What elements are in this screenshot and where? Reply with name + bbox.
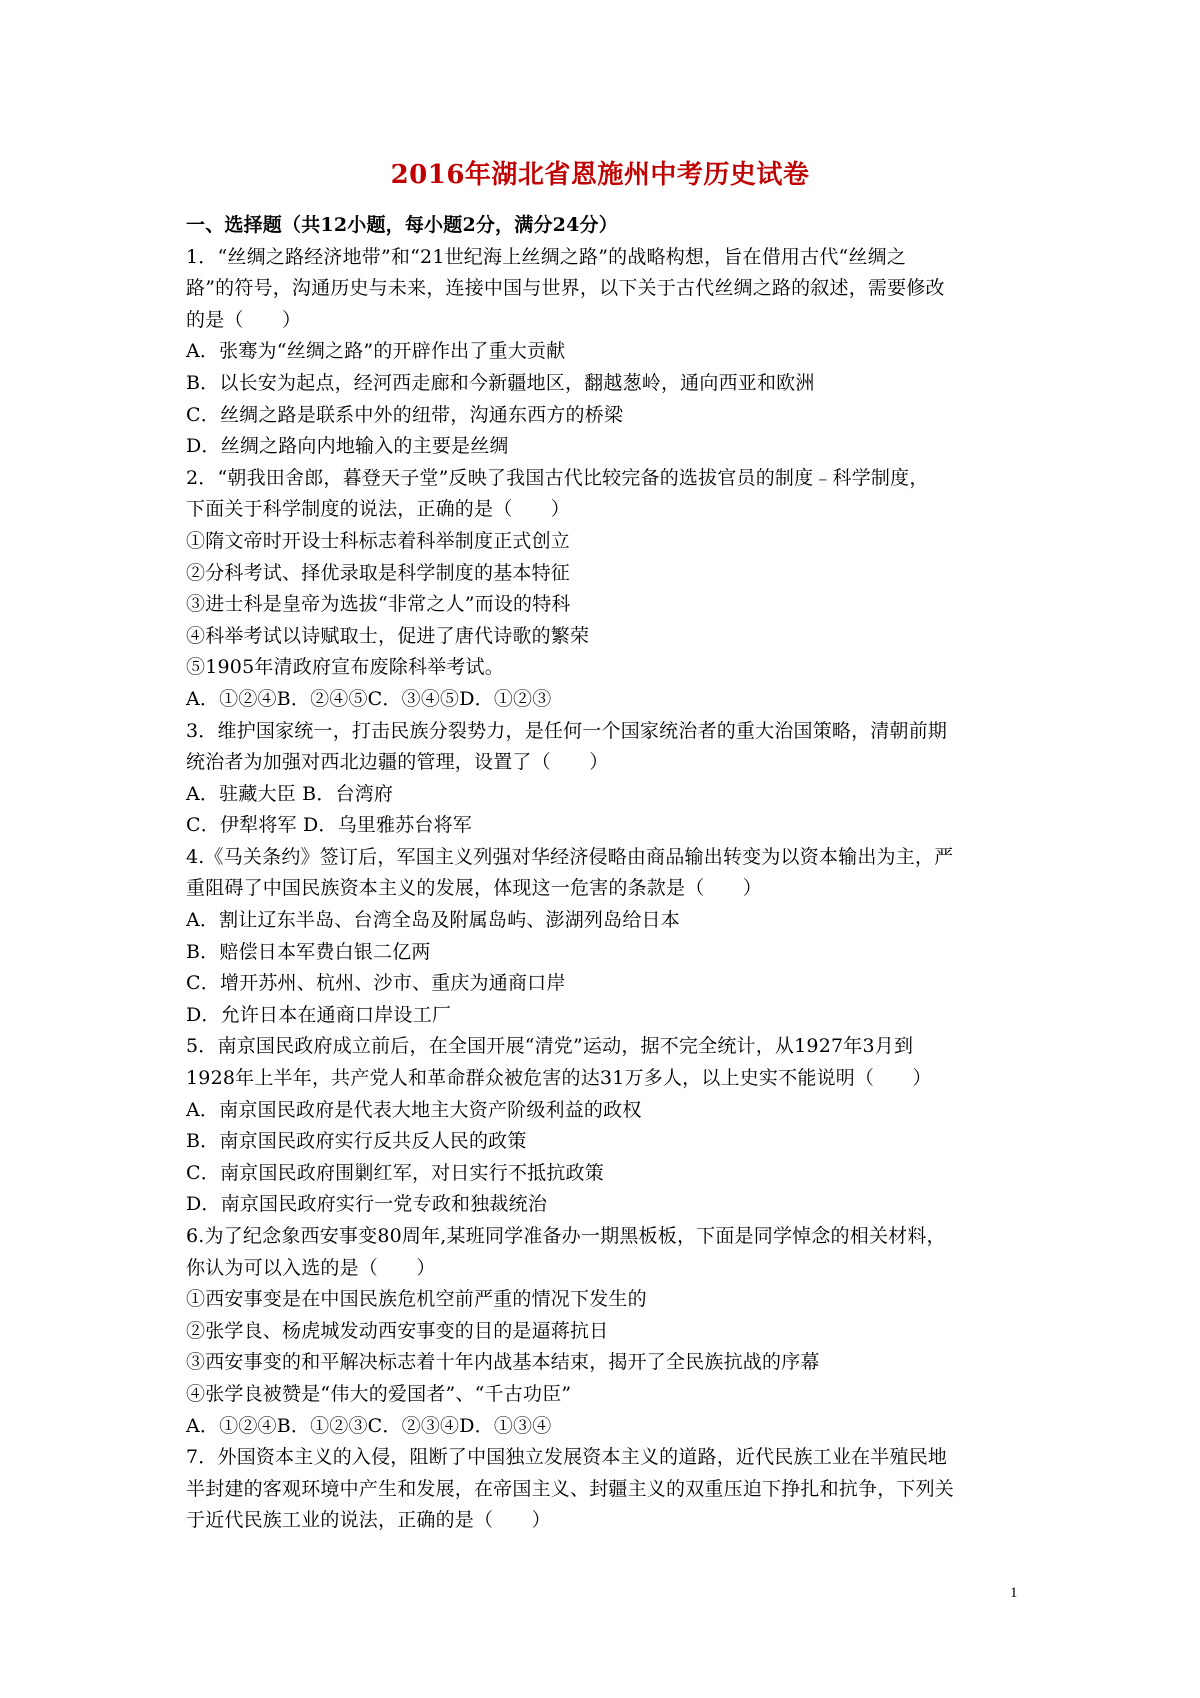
- text-line: ②分科考试、择优录取是科学制度的基本特征: [186, 561, 571, 584]
- text-line: ②张学良、杨虎城发动西安事变的目的是逼蒋抗日: [186, 1319, 609, 1342]
- section-heading: 一、选择题（共12小题，每小题2分，满分24分）: [186, 214, 618, 236]
- page-title: 2016年湖北省恩施州中考历史试卷: [390, 160, 810, 190]
- text-line: 下面关于科学制度的说法，正确的是（ ）: [186, 498, 571, 521]
- text-line: 2．“朝我田舍郎，暮登天子堂”反映了我国古代比较完备的选拔官员的制度﹣科学制度，: [186, 466, 929, 489]
- text-line: 3．维护国家统一，打击民族分裂势力，是任何一个国家统治者的重大治国策略，清朝前期: [186, 719, 948, 742]
- text-line: A．南京国民政府是代表大地主大资产阶级利益的政权: [186, 1098, 642, 1121]
- text-line: A．割让辽东半岛、台湾全岛及附属岛屿、澎湖列岛给日本: [186, 909, 680, 932]
- text-line: C．伊犁将军 D．乌里雅苏台将军: [186, 814, 473, 837]
- text-line: C．丝绸之路是联系中外的纽带，沟通东西方的桥梁: [186, 403, 624, 426]
- text-line: D．南京国民政府实行一党专政和独裁统治: [186, 1193, 548, 1216]
- text-line: 路”的符号，沟通历史与未来，连接中国与世界，以下关于古代丝绸之路的叙述，需要修改: [186, 277, 945, 300]
- text-line: 7．外国资本主义的入侵，阻断了中国独立发展资本主义的道路，近代民族工业在半殖民地: [186, 1446, 948, 1469]
- text-line: ③进士科是皇帝为选拔“非常之人”而设的特科: [186, 593, 571, 616]
- text-line: 1928年上半年，共产党人和革命群众被危害的达31万多人，以上史实不能说明（ ）: [186, 1067, 932, 1090]
- text-line: 的是（ ）: [186, 308, 302, 331]
- text-line: ④科举考试以诗赋取士，促进了唐代诗歌的繁荣: [186, 624, 590, 647]
- exam-content: [186, 210, 1026, 1537]
- text-line: A．①②④B．①②③C．②③④D．①③④: [186, 1414, 552, 1437]
- text-line: 你认为可以入选的是（ ）: [186, 1256, 436, 1279]
- text-line: ④张学良被赞是“伟大的爱国者”、“千古功臣”: [186, 1382, 572, 1405]
- page-number: 1: [1010, 1585, 1018, 1601]
- text-line: C．增开苏州、杭州、沙市、重庆为通商口岸: [186, 972, 566, 995]
- text-line: ⑤1905年清政府宣布废除科举考试。: [186, 656, 504, 679]
- text-line: 5．南京国民政府成立前后，在全国开展“清党”运动，据不完全统计，从1927年3月到: [186, 1035, 914, 1058]
- text-line: 半封建的客观环境中产生和发展，在帝国主义、封疆主义的双重压迫下挣扎和抗争，下列关: [186, 1477, 955, 1500]
- text-line: A．张骞为“丝绸之路”的开辟作出了重大贡献: [186, 340, 566, 363]
- text-line: ③西安事变的和平解决标志着十年内战基本结束，揭开了全民族抗战的序幕: [186, 1351, 820, 1374]
- text-line: 1．“丝绸之路经济地带”和“21世纪海上丝绸之路”的战略构想，旨在借用古代“丝绸之: [186, 245, 907, 268]
- text-line: 重阻碍了中国民族资本主义的发展，体现这一危害的条款是（ ）: [186, 877, 763, 900]
- text-line: 6.为了纪念象西安事变80周年,某班同学准备办一期黑板板，下面是同学悼念的相关材料，: [186, 1225, 946, 1247]
- text-line: ①西安事变是在中国民族危机空前严重的情况下发生的: [186, 1288, 647, 1311]
- text-line: D．丝绸之路向内地输入的主要是丝绸: [186, 435, 509, 458]
- text-line: B．南京国民政府实行反共反人民的政策: [186, 1130, 527, 1153]
- text-line: A．驻藏大臣 B．台湾府: [186, 782, 394, 805]
- text-line: A．①②④B．②④⑤C．③④⑤D．①②③: [186, 687, 552, 710]
- text-line: D．允许日本在通商口岸设工厂: [186, 1003, 452, 1026]
- text-line: 于近代民族工业的说法，正确的是（ ）: [186, 1509, 551, 1532]
- text-line: B．赔偿日本军费白银二亿两: [186, 940, 431, 963]
- text-line: B．以长安为起点，经河西走廊和今新疆地区，翻越葱岭，通向西亚和欧洲: [186, 371, 815, 394]
- text-line: 统治者为加强对西北边疆的管理，设置了（ ）: [186, 751, 609, 774]
- text-line: C．南京国民政府围剿红军，对日实行不抵抗政策: [186, 1161, 604, 1184]
- text-line: 4.《马关条约》签订后，军国主义列强对华经济侵略由商品输出转变为以资本输出为主，严: [186, 845, 954, 868]
- text-line: ①隋文帝时开设士科标志着科举制度正式创立: [186, 529, 571, 552]
